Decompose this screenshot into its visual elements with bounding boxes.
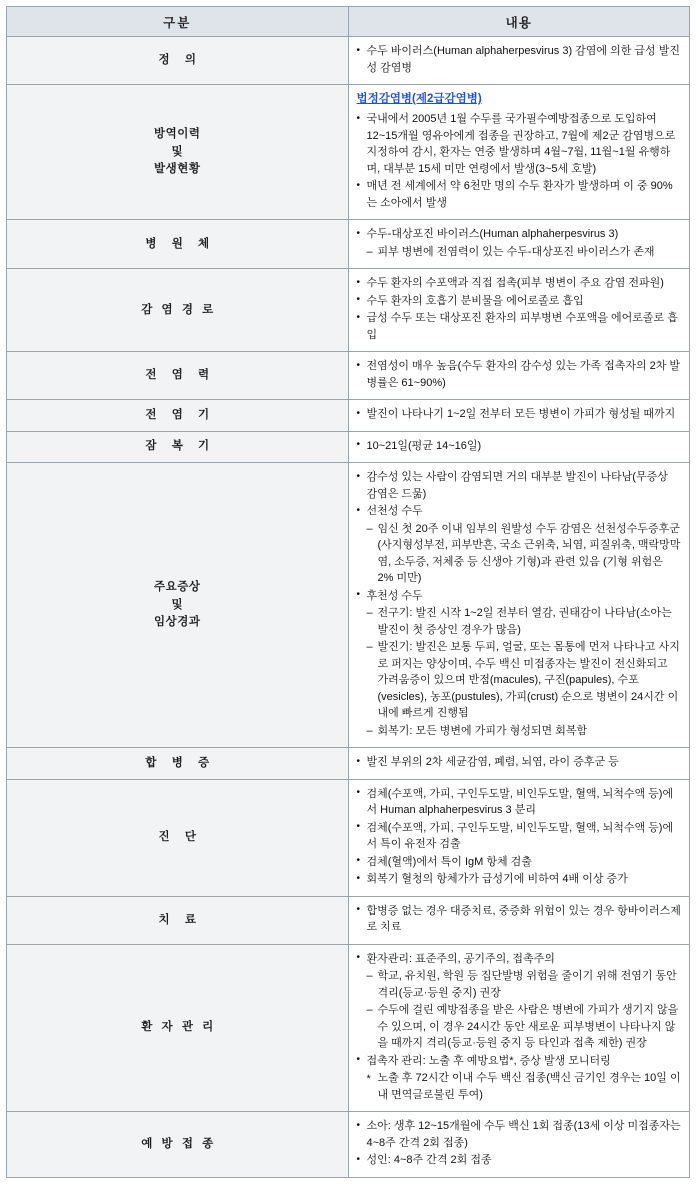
sub-list-item bbox=[367, 639, 682, 722]
sub-list bbox=[367, 521, 682, 587]
table-row bbox=[7, 1112, 690, 1178]
table-row bbox=[7, 748, 690, 780]
row-label bbox=[7, 896, 349, 944]
sub-list-item-text: 수두에 걸린 예방접종을 받은 사람은 병변에 가피가 생기지 않을 수 있으며, 이 경우 24시간 동안 새로운 피부병변이 나타나지 않을 때까지 격리(등교·등원 중지 등 타인과 접촉 제한) 권장 bbox=[377, 1004, 679, 1050]
row-label-text: 병 원 체 bbox=[145, 237, 216, 250]
row-label-text: 예 방 접 종 bbox=[141, 1137, 217, 1150]
sub-list bbox=[367, 968, 682, 1052]
list-item bbox=[357, 178, 682, 211]
row-content bbox=[348, 431, 690, 463]
sub-list-item-text: 회복기: 모든 병변에 가피가 형성되면 회복함 bbox=[377, 724, 588, 737]
sub-list-item bbox=[367, 605, 682, 638]
legal-disease-note: 법정감염병(제2급감염병) bbox=[356, 93, 482, 105]
list-item-text: 국내에서 2005년 1월 수두를 국가필수예방접종으로 도입하여 12~15개월 영유아에게 접종을 권장하고, 7월에 제2군 감염병으로 지정하여 감시, 환자는 연중 발생하며 4월~7월, 11월~1월 유행하며, 대부분 15세 미만 연령에서 발생(3~5세 호발) bbox=[366, 113, 676, 175]
list-item bbox=[357, 871, 682, 888]
list-item bbox=[357, 754, 682, 771]
row-label bbox=[7, 85, 349, 220]
list-item bbox=[357, 111, 682, 177]
sub-list-item bbox=[367, 1002, 682, 1052]
table-body bbox=[7, 37, 690, 1178]
disease-info-table bbox=[6, 6, 690, 1178]
list-item bbox=[357, 951, 682, 1052]
table-row bbox=[7, 269, 690, 352]
row-label-text: 환 자 관 리 bbox=[141, 1021, 217, 1034]
sub-list-item-text: 피부 병변에 전염력이 있는 수두-대상포진 바이러스가 존재 bbox=[377, 245, 655, 258]
sub-list-item bbox=[367, 723, 682, 740]
list-item-text: 발진이 나타나기 1~2일 전부터 모든 병변이 가피가 형성될 때까지 bbox=[366, 408, 676, 421]
list-item bbox=[357, 1053, 682, 1104]
list-item bbox=[357, 854, 682, 871]
row-content bbox=[348, 779, 690, 896]
list-item-text: 10~21일(평균 14~16일) bbox=[366, 439, 482, 452]
table-head bbox=[7, 7, 690, 37]
row-label-line: 및 bbox=[171, 145, 184, 158]
row-content bbox=[348, 400, 690, 432]
table-row bbox=[7, 431, 690, 463]
list-item bbox=[357, 1118, 682, 1151]
table-row bbox=[7, 944, 690, 1112]
content-list bbox=[357, 1118, 682, 1169]
row-content bbox=[348, 1112, 690, 1178]
list-item-text: 접촉자 관리: 노출 후 예방요법*, 증상 발생 모니터링 bbox=[366, 1054, 611, 1067]
row-label-text: 잠 복 기 bbox=[145, 440, 216, 453]
row-label-text: 합 병 증 bbox=[145, 756, 216, 769]
header-content: 내용 bbox=[348, 7, 690, 37]
list-item bbox=[357, 469, 682, 502]
list-item-text: 검체(혈액)에서 특이 IgM 항체 검출 bbox=[366, 855, 532, 868]
row-label bbox=[7, 748, 349, 780]
content-list bbox=[357, 111, 682, 211]
list-item bbox=[357, 406, 682, 423]
list-item bbox=[357, 226, 682, 260]
content-list bbox=[357, 786, 682, 888]
row-label bbox=[7, 1112, 349, 1178]
row-label-text: 정 의 bbox=[158, 53, 202, 66]
list-item-text: 급성 수두 또는 대상포진 환자의 피부병변 수포액을 에어로졸로 흡입 bbox=[366, 312, 678, 341]
list-item bbox=[357, 820, 682, 853]
table-row bbox=[7, 779, 690, 896]
list-item-text: 수두-대상포진 바이러스(Human alphaherpesvirus 3) bbox=[366, 228, 619, 241]
row-label-line: 임상경과 bbox=[154, 615, 201, 628]
note-item bbox=[367, 1070, 682, 1103]
row-content bbox=[348, 352, 690, 400]
row-label bbox=[7, 220, 349, 269]
content-list bbox=[357, 226, 682, 260]
list-item-text: 매년 전 세계에서 약 6천만 명의 수두 환자가 발생하며 이 중 90%는 소아에서 발생 bbox=[366, 180, 673, 209]
content-list bbox=[357, 754, 682, 771]
sub-list-item-text: 임신 첫 20주 이내 임부의 원발성 수두 감염은 선천성수두증후군(사지형성부전, 피부반흔, 국소 근위축, 뇌염, 피질위축, 맥락망막염, 소두증, 저체중 등 신생아 기형)과 관련 있음 (기형 위험은 2% 미만) bbox=[377, 522, 681, 585]
table-row bbox=[7, 463, 690, 748]
content-list bbox=[357, 406, 682, 423]
list-item-text: 회복기 혈청의 항체가가 급성기에 비하여 4배 이상 증가 bbox=[366, 873, 628, 886]
sub-list-item-text: 전구기: 발진 시작 1~2일 전부터 열감, 권태감이 나타남(소아는 발진이 첫 증상인 경우가 많음) bbox=[377, 607, 672, 636]
row-content bbox=[348, 944, 690, 1112]
sub-list-item bbox=[367, 244, 682, 261]
row-label-line: 발생현황 bbox=[154, 162, 201, 175]
sub-list bbox=[367, 605, 682, 739]
note-item-text: 노출 후 72시간 이내 수두 백신 접종(백신 금기인 경우는 10일 이내 면역글로불린 투여) bbox=[377, 1072, 681, 1101]
list-item-text: 소아: 생후 12~15개월에 수두 백신 1회 접종(13세 이상 미접종자는 4~8주 간격 2회 접종) bbox=[366, 1120, 681, 1149]
list-item-text: 수두 바이러스(Human alphaherpesvirus 3) 감염에 의한 급성 발진성 감염병 bbox=[366, 45, 680, 74]
row-content bbox=[348, 463, 690, 748]
row-label bbox=[7, 431, 349, 463]
row-content bbox=[348, 37, 690, 85]
list-item-text: 발진 부위의 2차 세균감염, 폐렴, 뇌염, 라이 증후군 등 bbox=[366, 756, 619, 769]
list-item bbox=[357, 438, 682, 455]
sub-list bbox=[367, 244, 682, 261]
row-content bbox=[348, 220, 690, 269]
list-item bbox=[357, 310, 682, 343]
table-row bbox=[7, 85, 690, 220]
row-content bbox=[348, 748, 690, 780]
list-item bbox=[357, 293, 682, 310]
row-label bbox=[7, 779, 349, 896]
list-item-text: 감수성 있는 사람이 감염되면 거의 대부분 발진이 나타남(무증상 감염은 드묾) bbox=[366, 471, 668, 500]
list-item bbox=[357, 903, 682, 936]
row-label-line: 및 bbox=[171, 598, 184, 611]
list-item-text: 수두 환자의 호흡기 분비물을 에어로졸로 흡입 bbox=[366, 294, 584, 307]
content-list bbox=[357, 43, 682, 76]
table-row bbox=[7, 896, 690, 944]
row-label-text: 진 단 bbox=[158, 831, 202, 844]
content-list bbox=[357, 275, 682, 343]
list-item bbox=[357, 503, 682, 587]
row-label bbox=[7, 269, 349, 352]
row-label bbox=[7, 944, 349, 1112]
table-row bbox=[7, 37, 690, 85]
sub-list-item bbox=[367, 968, 682, 1001]
row-content bbox=[348, 896, 690, 944]
content-list bbox=[357, 469, 682, 739]
list-item bbox=[357, 358, 682, 391]
header-category: 구분 bbox=[7, 7, 349, 37]
row-label bbox=[7, 463, 349, 748]
note-list bbox=[367, 1070, 682, 1103]
row-label-text: 치 료 bbox=[158, 913, 202, 926]
row-label-line: 주요증상 bbox=[154, 581, 201, 594]
row-label-text: 전 염 력 bbox=[145, 369, 216, 382]
table-row bbox=[7, 352, 690, 400]
list-item-text: 전염성이 매우 높음(수두 환자의 감수성 있는 가족 접촉자의 2차 발병률은 61~90%) bbox=[366, 360, 681, 389]
list-item bbox=[357, 275, 682, 292]
row-content bbox=[348, 269, 690, 352]
content-list bbox=[357, 358, 682, 391]
row-label bbox=[7, 37, 349, 85]
row-label-line: 방역이력 bbox=[154, 128, 201, 141]
table-header-row bbox=[7, 7, 690, 37]
list-item bbox=[357, 588, 682, 740]
content-list bbox=[357, 951, 682, 1104]
row-label bbox=[7, 400, 349, 432]
table-row bbox=[7, 400, 690, 432]
list-item bbox=[357, 786, 682, 819]
sub-list-item-text: 발진기: 발진은 보통 두피, 얼굴, 또는 몸통에 먼저 나타나고 사지로 퍼지는 양상이며, 수두 백신 미접종자는 발진이 전신화되고 가려움증이 있으며 반점(macules), 구진(papules), 수포(vesicles), 농포(pustules), 가피(crust) 순으로 병변이 24시간 이내에 빠르게 진행됨 bbox=[377, 641, 680, 720]
row-label bbox=[7, 352, 349, 400]
row-label-text: 감 염 경 로 bbox=[141, 303, 217, 316]
list-item-text: 수두 환자의 수포액과 직접 접촉(피부 병변이 주요 감염 전파원) bbox=[366, 277, 664, 290]
list-item bbox=[357, 1152, 682, 1169]
list-item bbox=[357, 43, 682, 76]
row-content bbox=[348, 85, 690, 220]
sub-list-item-text: 학교, 유치원, 학원 등 집단발병 위험을 줄이기 위해 전염기 동안 격리(등교·등원 중지) 권장 bbox=[377, 970, 677, 999]
content-list bbox=[357, 438, 682, 455]
list-item-text: 검체(수포액, 가피, 구인두도말, 비인두도말, 혈액, 뇌척수액 등)에서 특이 유전자 검출 bbox=[366, 821, 674, 851]
list-item-text: 환자관리: 표준주의, 공기주의, 접촉주의 bbox=[366, 952, 555, 965]
list-item-text: 합병증 없는 경우 대증치료, 중증화 위험이 있는 경우 항바이러스제로 치료 bbox=[366, 904, 681, 934]
sub-list-item bbox=[367, 521, 682, 587]
list-item-text: 후천성 수두 bbox=[366, 589, 423, 602]
list-item-text: 성인: 4~8주 간격 2회 접종 bbox=[366, 1154, 492, 1167]
table-row bbox=[7, 220, 690, 269]
list-item-text: 선천성 수두 bbox=[366, 505, 423, 518]
list-item-text: 검체(수포액, 가피, 구인두도말, 비인두도말, 혈액, 뇌척수액 등)에서 Human alphaherpesvirus 3 분리 bbox=[366, 787, 674, 817]
content-list bbox=[357, 903, 682, 936]
row-label-text: 전 염 기 bbox=[145, 408, 216, 421]
